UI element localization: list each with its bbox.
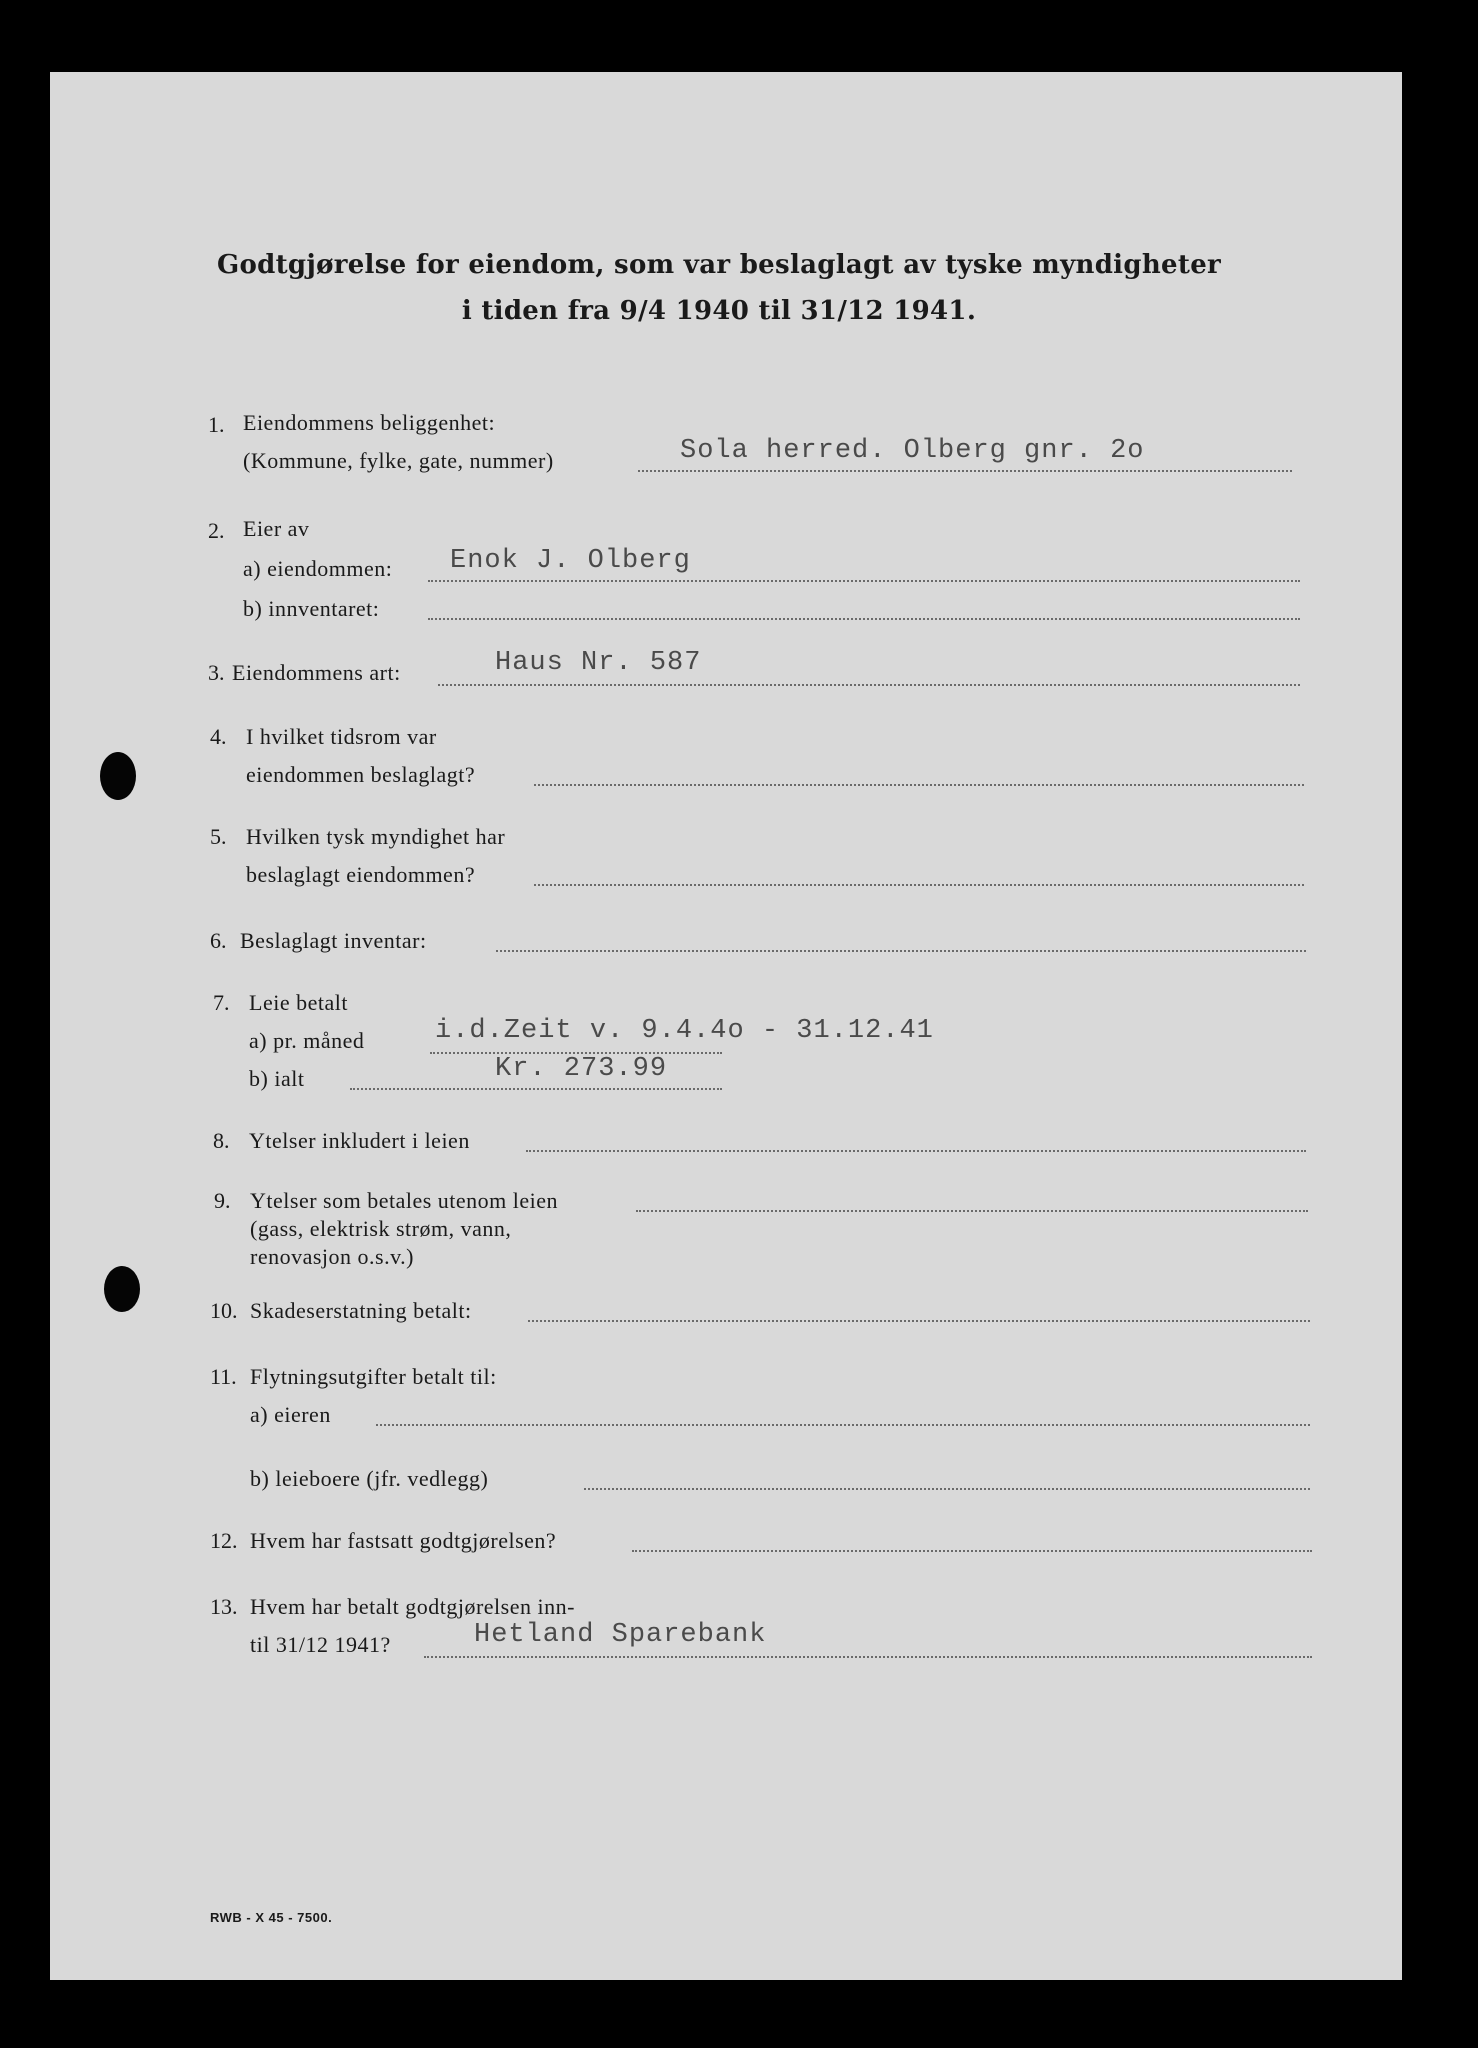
q4-label: I hvilket tidsrom var (246, 724, 437, 749)
item-number: 8. (213, 1128, 230, 1153)
q11a-label: a) eieren (250, 1402, 331, 1427)
q5-sublabel: beslaglagt eiendommen? (246, 862, 476, 887)
q2-label: Eier av (243, 516, 310, 541)
q11b-answer-line[interactable] (584, 1488, 1310, 1490)
print-code: RWB - X 45 - 7500. (210, 1910, 333, 1925)
q7-label: Leie betalt (249, 990, 348, 1015)
q13-answer-line[interactable] (424, 1656, 1312, 1658)
item-number: 10. (210, 1298, 238, 1323)
q10-label: Skadeserstatning betalt: (250, 1298, 472, 1323)
item-number: 4. (210, 724, 227, 749)
punch-hole (100, 752, 136, 800)
q12-label: Hvem har fastsatt godtgjørelsen? (250, 1528, 557, 1553)
q10-answer-line[interactable] (528, 1320, 1310, 1322)
item-number: 9. (214, 1188, 231, 1213)
q7a-answer: i.d.Zeit v. 9.4.4o - 31.12.41 (435, 1016, 934, 1046)
q2a-label: a) eiendommen: (243, 556, 393, 581)
item-number: 5. (210, 824, 227, 849)
form-title (50, 242, 1402, 334)
q9-sublabel: (gass, elektrisk strøm, vann, (250, 1216, 512, 1241)
item-number: 7. (213, 990, 230, 1015)
q4-sublabel: eiendommen beslaglagt? (246, 762, 476, 787)
q5-label: Hvilken tysk myndighet har (246, 824, 506, 849)
item-number: 1. (208, 412, 225, 437)
item-number: 2. (208, 518, 225, 543)
item-number: 13. (210, 1594, 238, 1619)
q9-answer-line[interactable] (636, 1210, 1308, 1212)
q7a-label: a) pr. måned (249, 1028, 365, 1053)
q3-answer: Haus Nr. 587 (495, 648, 702, 678)
q8-label: Ytelser inkludert i leien (249, 1128, 470, 1153)
q12-answer-line[interactable] (632, 1550, 1312, 1552)
q9-sublabel-2: renovasjon o.s.v.) (250, 1244, 414, 1269)
title-line-2: i tiden fra 9/4 1940 til 31/12 1941. (461, 296, 977, 326)
q13-sublabel: til 31/12 1941? (250, 1632, 391, 1657)
q6-label: Beslaglagt inventar: (240, 928, 427, 953)
title-line-1: Godtgjørelse for eiendom, som var beslaglagt av tyske myndigheter (216, 250, 1222, 280)
q4-answer-line[interactable] (534, 784, 1304, 786)
q2a-answer-line[interactable] (428, 580, 1300, 582)
q11a-answer-line[interactable] (376, 1424, 1310, 1426)
q7b-label: b) ialt (249, 1066, 305, 1091)
q1-label: Eiendommens beliggenhet: (243, 410, 496, 435)
q13-answer: Hetland Sparebank (474, 1620, 767, 1650)
q7b-answer: Kr. 273.99 (495, 1054, 668, 1084)
q9-label: Ytelser som betales utenom leien (250, 1188, 559, 1213)
q5-answer-line[interactable] (534, 884, 1304, 886)
item-number: 12. (210, 1528, 238, 1553)
q2b-label: b) innventaret: (243, 596, 380, 621)
item-number: 6. (210, 928, 227, 953)
q2b-answer-line[interactable] (428, 618, 1300, 620)
q1-sublabel: (Kommune, fylke, gate, nummer) (243, 448, 554, 473)
item-number: 11. (210, 1364, 237, 1389)
q7b-answer-line[interactable] (350, 1088, 722, 1090)
form-page (50, 72, 1402, 1980)
q11-label: Flytningsutgifter betalt til: (250, 1364, 497, 1389)
q3-label: Eiendommens art: (232, 660, 401, 685)
q1-answer: Sola herred. Olberg gnr. 2o (680, 436, 1145, 466)
q11b-label: b) leieboere (jfr. vedlegg) (250, 1466, 489, 1491)
item-number: 3. (208, 660, 225, 685)
q2a-answer: Enok J. Olberg (450, 546, 691, 576)
q8-answer-line[interactable] (526, 1150, 1306, 1152)
q6-answer-line[interactable] (496, 950, 1306, 952)
q1-answer-line[interactable] (638, 470, 1292, 472)
punch-hole (104, 1266, 140, 1312)
q3-answer-line[interactable] (438, 684, 1300, 686)
q13-label: Hvem har betalt godtgjørelsen inn- (250, 1594, 575, 1619)
